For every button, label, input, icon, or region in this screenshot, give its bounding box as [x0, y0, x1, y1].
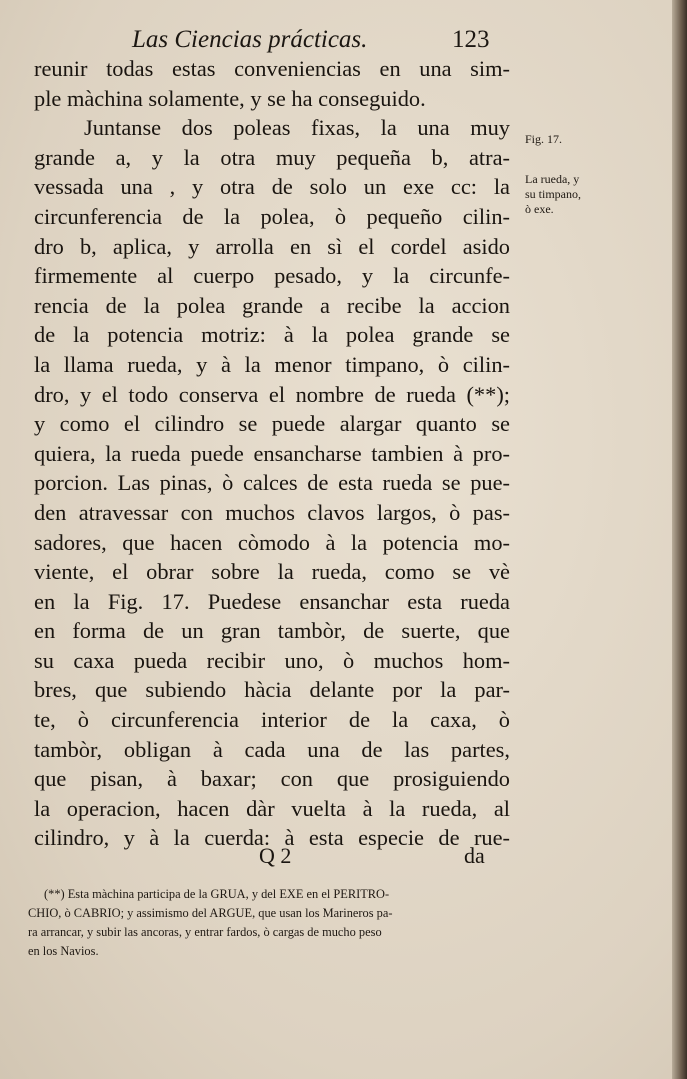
text-line: de la potencia motriz: à la polea grande se: [34, 322, 510, 348]
margin-note-fig: Fig. 17.: [525, 132, 563, 146]
text-line: viente, el obrar sobre la rueda, como se vè: [34, 559, 510, 585]
text-line: y como el cilindro se puede alargar quanto se: [34, 411, 510, 437]
footnote-line: en los Navios.: [28, 944, 99, 958]
catchword: da: [464, 843, 485, 868]
footnote-line: ra arrancar, y subir las ancoras, y entrar fardos, ò cargas de mucho peso: [28, 925, 382, 939]
footnote-line: CHIO, ò CABRIO; y assimismo del ARGUE, que usan los Marineros pa-: [28, 906, 393, 920]
text-line: ple màchina solamente, y se ha conseguido.: [34, 85, 426, 111]
running-title: Las Ciencias prácticas.: [132, 26, 368, 53]
text-line: grande a, y la otra muy pequeña b, atra-: [34, 144, 510, 170]
text-line: rencia de la polea grande a recibe la accion: [34, 292, 510, 318]
text-line: cilindro, y à la cuerda: à esta especie de rue-: [34, 825, 510, 851]
text-line: circunferencia de la polea, ò pequeño cilin-: [34, 203, 510, 229]
text-line: su caxa pueda recibir uno, ò muchos hom-: [34, 647, 510, 673]
text-line: la operacion, hacen dàr vuelta à la rueda, al: [34, 795, 510, 821]
margin-note-rueda: [525, 172, 581, 217]
text-line: la llama rueda, y à la menor timpano, ò cilin-: [34, 351, 510, 377]
text-line: tambòr, obligan à cada una de las partes,: [34, 736, 510, 762]
text-line: dro b, aplica, y arrolla en sì el cordel asido: [34, 233, 510, 259]
text-line: bres, que subiendo hàcia delante por la par-: [34, 677, 510, 703]
signature-mark: Q 2: [259, 843, 292, 868]
margin-note-line: La rueda, y: [525, 172, 580, 186]
text-line: sadores, que hacen còmodo à la potencia mo-: [34, 529, 510, 555]
margin-note-line: su timpano,: [525, 187, 581, 201]
text-line: porcion. Las pinas, ò calces de esta rueda se pue-: [34, 470, 510, 496]
text-line: que pisan, à baxar; con que prosiguiendo: [34, 766, 510, 792]
page-edge: [672, 0, 687, 1079]
text-line: te, ò circunferencia interior de la caxa, ò: [34, 707, 510, 733]
footnote-line: (**) Esta màchina participa de la GRUA, y del EXE en el PERITRO-: [44, 887, 390, 901]
text-line: en forma de un gran tambòr, de suerte, que: [34, 618, 510, 644]
text-line: quiera, la rueda puede ensancharse tambien à pro-: [34, 440, 510, 466]
text-line: firmemente al cuerpo pesado, y la circunfe-: [34, 263, 510, 289]
text-line: reunir todas estas conveniencias en una sim-: [34, 56, 510, 81]
page-number: 123: [452, 26, 490, 53]
text-line: dro, y el todo conserva el nombre de rueda (**);: [34, 381, 510, 407]
margin-note-line: ò exe.: [525, 202, 554, 216]
text-line: den atravessar con muchos clavos largos, ò pas-: [34, 499, 510, 525]
text-line: Juntanse dos poleas fixas, la una muy: [84, 115, 510, 141]
catchline: [34, 843, 510, 871]
body-text: [34, 54, 510, 853]
text-line: en la Fig. 17. Puedese ensanchar esta rueda: [34, 588, 510, 614]
page-header: [132, 26, 522, 56]
footnote: [28, 885, 514, 961]
text-line: vessada una , y otra de solo un exe cc: la: [34, 174, 510, 200]
